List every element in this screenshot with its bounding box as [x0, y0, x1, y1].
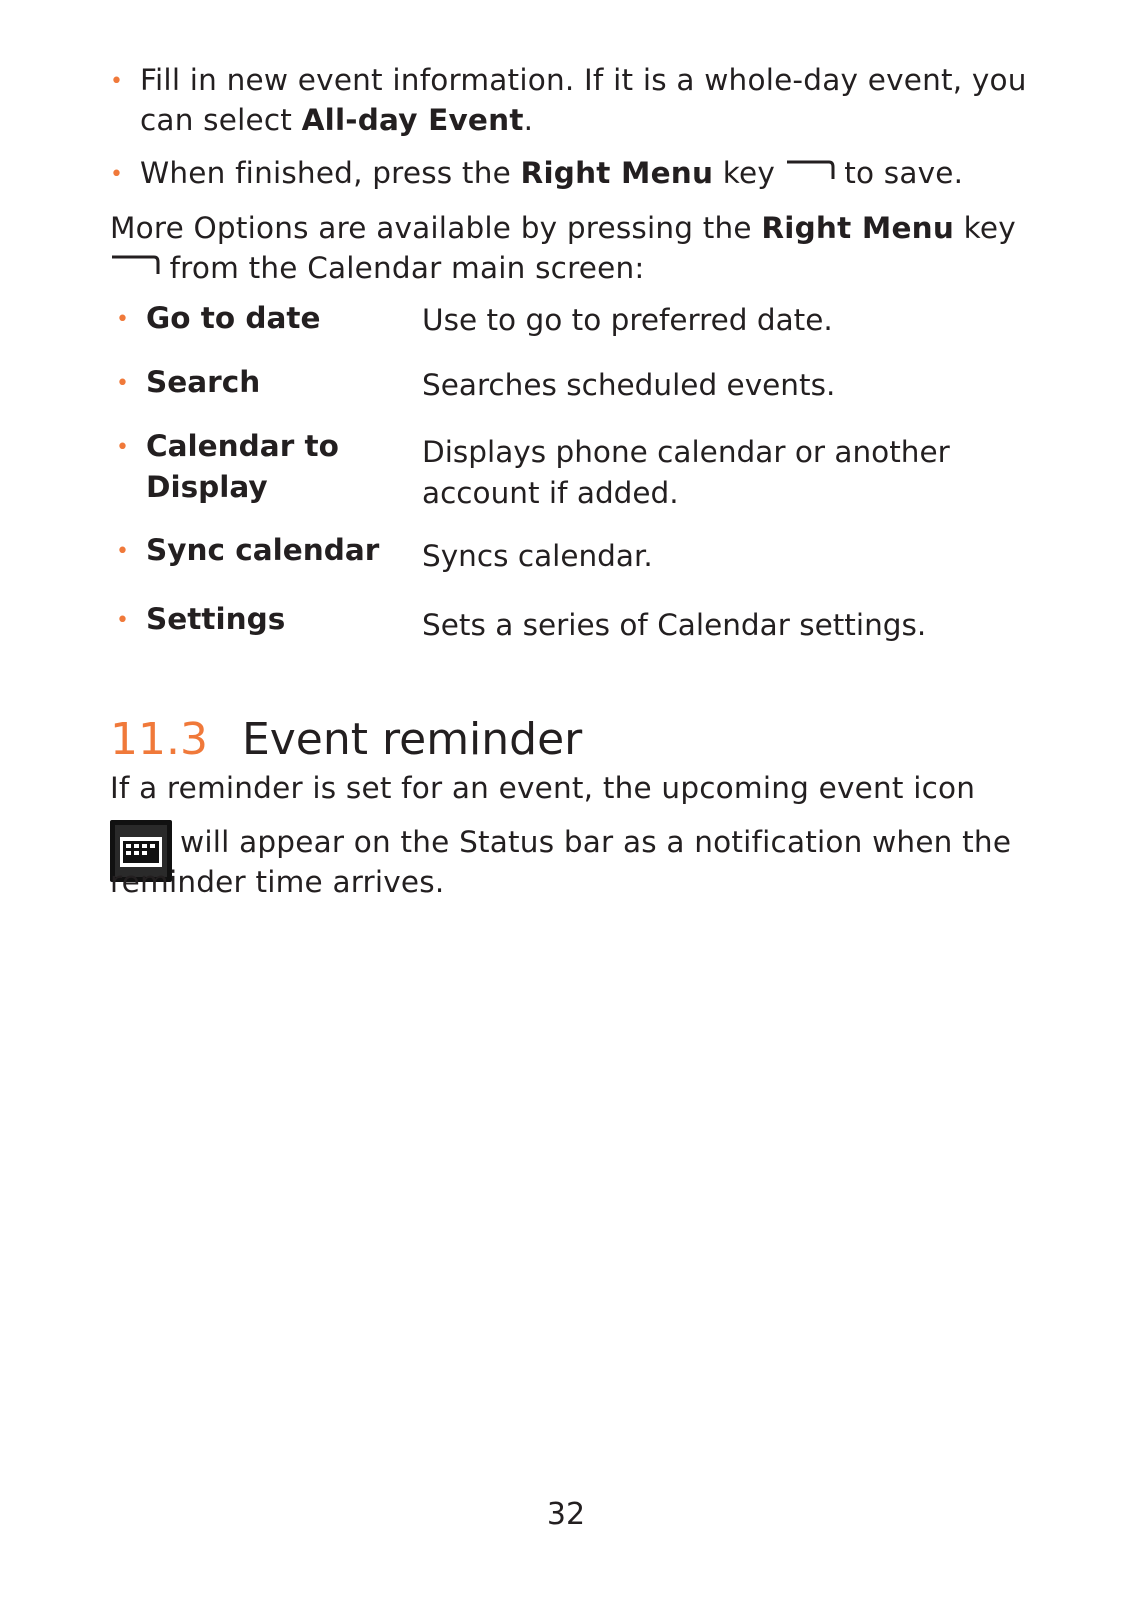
ui-term-all-day-event: All-day Event — [301, 103, 524, 137]
text-fragment: can select — [140, 103, 302, 137]
ui-term-right-menu: Right Menu — [761, 211, 955, 245]
text-fragment: More Options are available by pressing the — [110, 211, 762, 245]
section-heading — [110, 712, 582, 768]
text-fragment: . — [523, 103, 534, 137]
ui-term-right-menu: Right Menu — [520, 156, 714, 190]
right-menu-key-icon — [785, 159, 835, 181]
bullet-text-continued — [140, 100, 533, 140]
option-term: Search — [146, 365, 261, 399]
option-term: Calendar to — [146, 429, 339, 463]
section-title: Event reminder — [241, 714, 583, 765]
bullet-text — [140, 153, 963, 193]
paragraph-line — [110, 768, 975, 808]
option-desc: Syncs calendar. — [422, 539, 653, 573]
paragraph-line — [110, 862, 444, 902]
bullet-marker: • — [116, 608, 129, 633]
paragraph-line — [180, 822, 1011, 862]
option-desc: Sets a series of Calendar settings. — [422, 608, 927, 642]
option-term-continued: Display — [146, 470, 268, 504]
section-number: 11.3 — [110, 714, 208, 765]
paragraph-line — [110, 248, 645, 288]
bullet-marker: • — [116, 435, 129, 460]
bullet-text — [140, 60, 1027, 100]
page-number: 32 — [546, 1497, 586, 1532]
text-fragment: reminder time arrives. — [110, 865, 445, 899]
bullet-marker: • — [116, 307, 129, 332]
text-fragment: from the Calendar main screen: — [160, 251, 645, 285]
bullet-marker: • — [116, 539, 129, 564]
option-desc: Use to go to preferred date. — [422, 303, 833, 337]
text-fragment: key — [954, 211, 1016, 245]
option-term: Sync calendar — [146, 533, 380, 567]
bullet-marker: • — [110, 69, 123, 94]
paragraph-line — [110, 208, 1016, 248]
text-line: Fill in new event information. If it is a whole-day event, you — [140, 63, 1027, 97]
bullet-marker: • — [116, 371, 129, 396]
option-desc-continued: account if added. — [422, 476, 679, 510]
text-fragment: to save. — [834, 156, 964, 190]
option-term: Go to date — [146, 301, 321, 335]
bullet-marker: • — [110, 162, 123, 187]
option-desc: Searches scheduled events. — [422, 368, 836, 402]
right-menu-key-icon — [110, 254, 160, 276]
option-term: Settings — [146, 602, 286, 636]
text-fragment: will appear on the Status bar as a notification when the — [180, 825, 1012, 859]
option-desc: Displays phone calendar or another — [422, 435, 950, 469]
text-fragment: key — [713, 156, 776, 190]
text-fragment: If a reminder is set for an event, the upcoming event icon — [110, 771, 976, 805]
text-fragment: When finished, press the — [140, 156, 521, 190]
